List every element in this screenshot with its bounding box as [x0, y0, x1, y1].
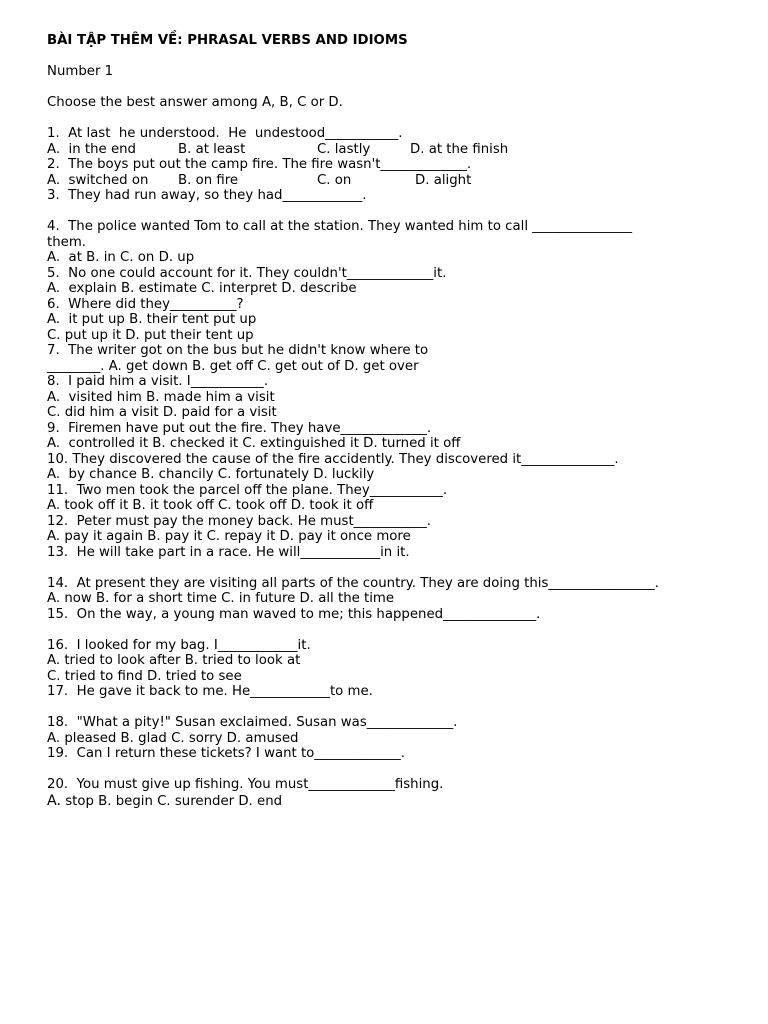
option-c: C. lastly — [317, 141, 371, 157]
question-4-options: A. at B. in C. on D. up — [47, 250, 195, 265]
question-20: 20. You must give up fishing. You must_____________fishing. — [47, 777, 444, 792]
option-b: B. on fire — [178, 172, 239, 188]
option-list: stop B. begin C. surender D. end — [60, 793, 283, 809]
question-16: 16. I looked for my bag. I____________it. — [47, 637, 311, 653]
question-17: 17. He gave it back to me. He____________to me. — [47, 684, 373, 699]
question-14: 14. At present they are visiting all parts of the country. They are doing this________________. — [47, 575, 659, 591]
option-c: C. on — [317, 172, 352, 188]
question-10: 10. They discovered the cause of the fire accidently. They discovered it______________. — [47, 451, 619, 467]
question-9-options: A. controlled it B. checked it C. extinguished it D. turned it off — [47, 436, 461, 451]
question-13: 13. He will take part in a race. He will____________in it. — [47, 544, 410, 560]
question-19: 19. Can I return these tickets? I want to_____________. — [47, 746, 405, 761]
question-6-options-1: A. it put up B. their tent put up — [47, 312, 257, 327]
question-1: 1. At last he understood. He undestood___________. — [47, 126, 403, 141]
question-16-options-2: C. tried to find D. tried to see — [47, 668, 242, 684]
question-7: 7. The writer got on the bus but he didn't know where to — [47, 343, 429, 358]
question-12: 12. Peter must pay the money back. He must___________. — [47, 513, 432, 529]
question-5-options: A. explain B. estimate C. interpret D. describe — [47, 281, 357, 296]
question-5: 5. No one could account for it. They couldn't_____________it. — [47, 265, 447, 281]
option-d: D. alight — [415, 172, 472, 188]
question-8-options-2: C. did him a visit D. paid for a visit — [47, 405, 277, 420]
question-14-options: A. now B. for a short time C. in future D. all the time — [47, 591, 395, 606]
question-10-options: A. by chance B. chancily C. fortunately D. luckily — [47, 467, 375, 482]
option-letter: A. — [47, 792, 61, 809]
question-4: 4. The police wanted Tom to call at the station. They wanted him to call _______________ — [47, 219, 632, 234]
question-8-options-1: A. visited him B. made him a visit — [47, 389, 275, 405]
question-18: 18. "What a pity!" Susan exclaimed. Susan was_____________. — [47, 715, 458, 730]
question-11-options: A. took off it B. it took off C. took off D. took it off — [47, 498, 374, 513]
option-a: A. in the end — [47, 141, 136, 157]
question-16-options-1: A. tried to look after B. tried to look at — [47, 653, 301, 668]
question-3: 3. They had run away, so they had____________. — [47, 188, 367, 203]
option-a: A. switched on — [47, 172, 149, 188]
question-9: 9. Firemen have put out the fire. They have_____________. — [47, 420, 432, 436]
exercise-number: Number 1 — [47, 64, 114, 79]
document-body — [47, 33, 737, 810]
question-1-options — [47, 142, 737, 158]
question-15: 15. On the way, a young man waved to me; this happened______________. — [47, 606, 541, 622]
instruction: Choose the best answer among A, B, C or D. — [47, 95, 343, 110]
page-title: BÀI TẬP THÊM VỀ: PHRASAL VERBS AND IDIOMS — [47, 33, 408, 48]
question-6: 6. Where did they__________? — [47, 296, 244, 312]
question-4-continued: them. — [47, 234, 87, 250]
question-11: 11. Two men took the parcel off the plane. They___________. — [47, 482, 448, 498]
question-7-continued: ________. A. get down B. get off C. get out of D. get over — [47, 358, 419, 374]
option-d: D. at the finish — [410, 141, 509, 157]
question-18-options: A. pleased B. glad C. sorry D. amused — [47, 730, 299, 746]
question-6-options-2: C. put up it D. put their tent up — [47, 327, 254, 343]
question-8: 8. I paid him a visit. I___________. — [47, 374, 269, 389]
option-b: B. at least — [178, 141, 246, 157]
question-20-options — [47, 793, 737, 810]
question-2: 2. The boys put out the camp fire. The fire wasn't_____________. — [47, 157, 472, 172]
question-2-options — [47, 173, 737, 189]
question-12-options: A. pay it again B. pay it C. repay it D. pay it once more — [47, 529, 411, 544]
